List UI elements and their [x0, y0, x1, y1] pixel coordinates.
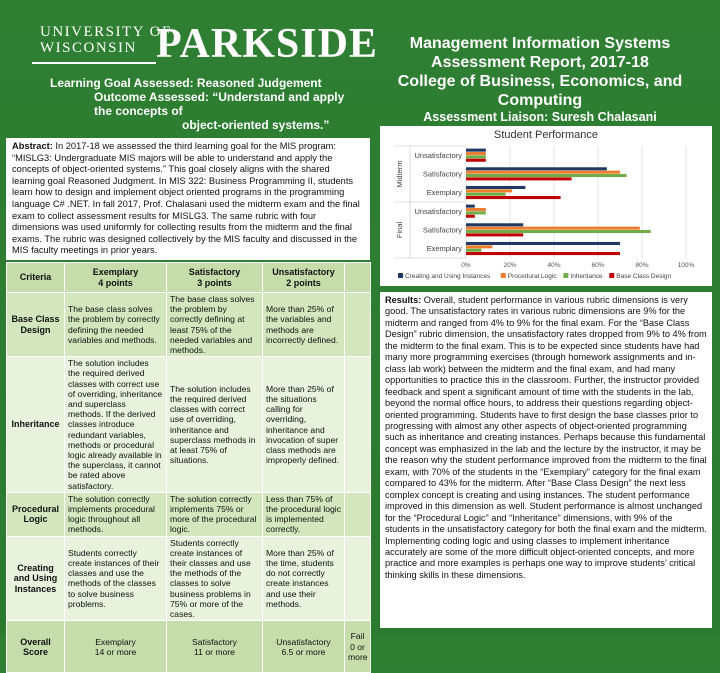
header-exemplary: Exemplary 4 points — [65, 263, 167, 293]
row-unsatisfactory: More than 25% of the variables and methods are incorrectly defined. — [263, 293, 345, 357]
row-exemplary: Students correctly create instances of their classes and use the methods of the classes to solve business problems. — [65, 536, 167, 621]
bar — [466, 252, 620, 255]
bar — [466, 242, 620, 245]
legend-label: Base Class Design — [616, 273, 672, 280]
row-exemplary: The solution correctly implements procedural logic throughout all methods. — [65, 492, 167, 536]
results-panel — [380, 292, 712, 628]
rubric-header-row — [7, 263, 371, 293]
assessment-liaison: Assessment Liaison: Suresh Chalasani — [423, 110, 657, 124]
legend-swatch — [609, 273, 614, 278]
bar — [466, 245, 492, 248]
header-empty — [345, 263, 371, 293]
table-row — [7, 357, 371, 493]
x-tick-label: 20% — [503, 262, 517, 269]
row-unsatisfactory: Less than 75% of the procedural logic is implemented correctly. — [263, 492, 345, 536]
overall-score-row — [7, 621, 371, 673]
bar — [466, 193, 506, 196]
row-unsatisfactory: More than 25% of the situations calling for overriding, inheritance and invocation of super class methods are improperly defined. — [263, 357, 345, 493]
bar — [466, 167, 607, 170]
bar — [466, 155, 486, 158]
header-satisfactory: Satisfactory 3 points — [167, 263, 263, 293]
bar — [466, 186, 525, 189]
report-title-line3: College of Business, Economics, and Computing — [397, 73, 683, 109]
category-label: Satisfactory — [422, 225, 462, 235]
row-unsatisfactory: More than 25% of the time, students do not correctly create instances and use their methods. — [263, 536, 345, 621]
header-criteria: Criteria — [7, 263, 65, 293]
bar — [466, 227, 640, 230]
x-tick-label: 80% — [635, 262, 649, 269]
bar — [466, 196, 561, 199]
rubric-table — [6, 262, 371, 673]
header-unsatisfactory: Unsatisfactory 2 points — [263, 263, 345, 293]
row-empty — [345, 293, 371, 357]
results-label: Results: — [385, 295, 422, 305]
legend-swatch — [563, 273, 568, 278]
row-exemplary: The base class solves the problem by correctly defining the needed variables and methods. — [65, 293, 167, 357]
table-row — [7, 293, 371, 357]
report-title-line2: Assessment Report, 2017-18 — [431, 54, 649, 71]
abstract-label: Abstract: — [12, 141, 53, 151]
abstract-panel — [6, 138, 370, 260]
report-title-line1: Management Information Systems — [409, 35, 671, 52]
overall-fail: Fail 0 or more — [345, 621, 371, 673]
bar — [466, 233, 523, 236]
abstract-text: In 2017-18 we assessed the third learning goal for the MIS program: “MISLG3: Undergraduate MIS majors will be able to understand and apply the concepts of object-oriented systems.” This goal closely aligns with the shared learning goal Reasoned Judgment. In MIS 322: Business Programming II, students learn how to design and implement object oriented programs in the programming language C# .NET. In fall 2017, Prof. Chalasani used the midterm exam and the final exam to collect assessment results for MISLG3. The same rubric with four dimensions was used uniformly for collecting results from the midterm and the final exams. The rubric was designed collectively by the MIS faculty and discussed in the MIS faculty meetings in prior years. — [12, 141, 360, 256]
bar — [466, 189, 512, 192]
bar — [466, 205, 475, 208]
overall-label: Overall Score — [7, 621, 65, 673]
row-criteria: Creating and Using Instances — [7, 536, 65, 621]
row-criteria: Inheritance — [7, 357, 65, 493]
legend-label: Procedural Logic — [507, 273, 557, 280]
row-criteria: Base Class Design — [7, 293, 65, 357]
rubric-table-panel — [6, 262, 370, 662]
bar — [466, 230, 651, 233]
bar — [466, 223, 523, 226]
bar — [466, 149, 486, 152]
chart-svg — [380, 126, 712, 286]
university-logo — [28, 20, 378, 72]
goal-label: Learning Goal Assessed: Reasoned Judgement — [50, 76, 322, 90]
outcome-label: Outcome Assessed: “Understand and apply the concepts of — [94, 90, 345, 118]
chart-title: Student Performance — [494, 129, 598, 141]
row-satisfactory: Students correctly create instances of their classes and use the methods of the classes to solve business problems in 75% or more of the cases. — [167, 536, 263, 621]
logo-rule — [32, 62, 156, 64]
legend-label: Inheritance — [570, 273, 603, 280]
bar — [466, 152, 486, 155]
category-label: Unsatisfactory — [414, 206, 462, 216]
x-tick-label: 60% — [591, 262, 605, 269]
outcome-label-cont: object-oriented systems.” — [182, 118, 330, 132]
legend-swatch — [398, 273, 403, 278]
row-empty — [345, 536, 371, 621]
bar — [466, 211, 486, 214]
row-satisfactory: The solution correctly implements 75% or more of the procedural logic. — [167, 492, 263, 536]
bar — [466, 174, 627, 177]
bar — [466, 208, 486, 211]
overall-unsatisfactory: Unsatisfactory 6.5 or more — [263, 621, 345, 673]
category-label: Exemplary — [426, 244, 462, 254]
category-label: Unsatisfactory — [414, 150, 462, 160]
bar — [466, 215, 475, 218]
logo-campus-text: PARKSIDE — [156, 21, 378, 67]
table-row — [7, 536, 371, 621]
group-label: Midterm — [395, 160, 404, 188]
bar — [466, 249, 481, 252]
row-criteria: Procedural Logic — [7, 492, 65, 536]
row-empty — [345, 357, 371, 493]
legend-swatch — [501, 273, 506, 278]
x-tick-label: 40% — [547, 262, 561, 269]
overall-exemplary: Exemplary 14 or more — [65, 621, 167, 673]
bar — [466, 177, 572, 180]
logo-university-text: UNIVERSITY OF WISCONSIN — [40, 24, 172, 56]
group-label: Final — [395, 221, 404, 239]
overall-satisfactory: Satisfactory 11 or more — [167, 621, 263, 673]
poster-header — [0, 0, 720, 132]
row-satisfactory: The base class solves the problem by correctly defining at least 75% of the needed variables and methods. — [167, 293, 263, 357]
legend-label: Creating and Using Instances — [405, 273, 491, 280]
x-tick-label: 0% — [461, 262, 471, 269]
category-label: Exemplary — [426, 188, 462, 198]
bar — [466, 171, 620, 174]
table-row — [7, 492, 371, 536]
learning-goal — [50, 76, 360, 132]
results-text: Overall, student performance in various rubric dimensions is very good. The unsatisfactory rates in various rubric dimensions are 9% for the midterm and ranged from 4% to 9% for the final exam. For the “Base Class Design” rubric dimension, the unsatisfactory rates dropped from 9% to 4% from the midterm to the final exam. This is to be expected since students have had many more programming exercises (through homework assignments and in-class lab work) between the midterm and the final exam, and had many opportunities to practice this in the classroom. Further, the instructor provided feedback and spent a significant amount of time with the students in the lab, beyond the normal office hours, to address their questions regarding object-oriented programming. Students have to first design the base classes prior to progressing with almost any other aspects of object-oriented programming such as inheritance and creating instances. Perhaps because this fundamental concept was emphasized in the lab and the lecture by the instructor, it may be the reason why the student performance improved from the midterm to the final exam, with 70% of the students in the “Exemplary” category for the final exam compared to 43% for the midterm. After “Base Class Design” the next less complex concept is creating and using instances. The student performance improved in this dimension as well. Student performance is almost unchanged for the “Procedural Logic” and “Inheritance” dimensions, with 9% of the students in the unsatisfactory category for both the final exam and the midterm. Implementing coding logic and using classes to implement inheritance accurately are some of the more difficult object-oriented concepts, and more practice and more examples is perhaps one way to improve students’ critical thinking skills in these dimensions. — [385, 295, 707, 580]
x-tick-label: 100% — [677, 262, 695, 269]
bar — [466, 159, 486, 162]
report-title-block — [360, 34, 720, 125]
row-exemplary: The solution includes the required derived classes with correct use of overriding, inheritance and superclass methods. If the derived classes introduce redundant variables, methods or procedural logic already available in the superclass, it cannot be rated above satisfactory. — [65, 357, 167, 493]
student-performance-chart — [380, 126, 712, 286]
row-empty — [345, 492, 371, 536]
row-satisfactory: The solution includes the required derived classes with correct use of overriding, inheritance and superclass methods in at least 75% of situations. — [167, 357, 263, 493]
category-label: Satisfactory — [422, 169, 462, 179]
